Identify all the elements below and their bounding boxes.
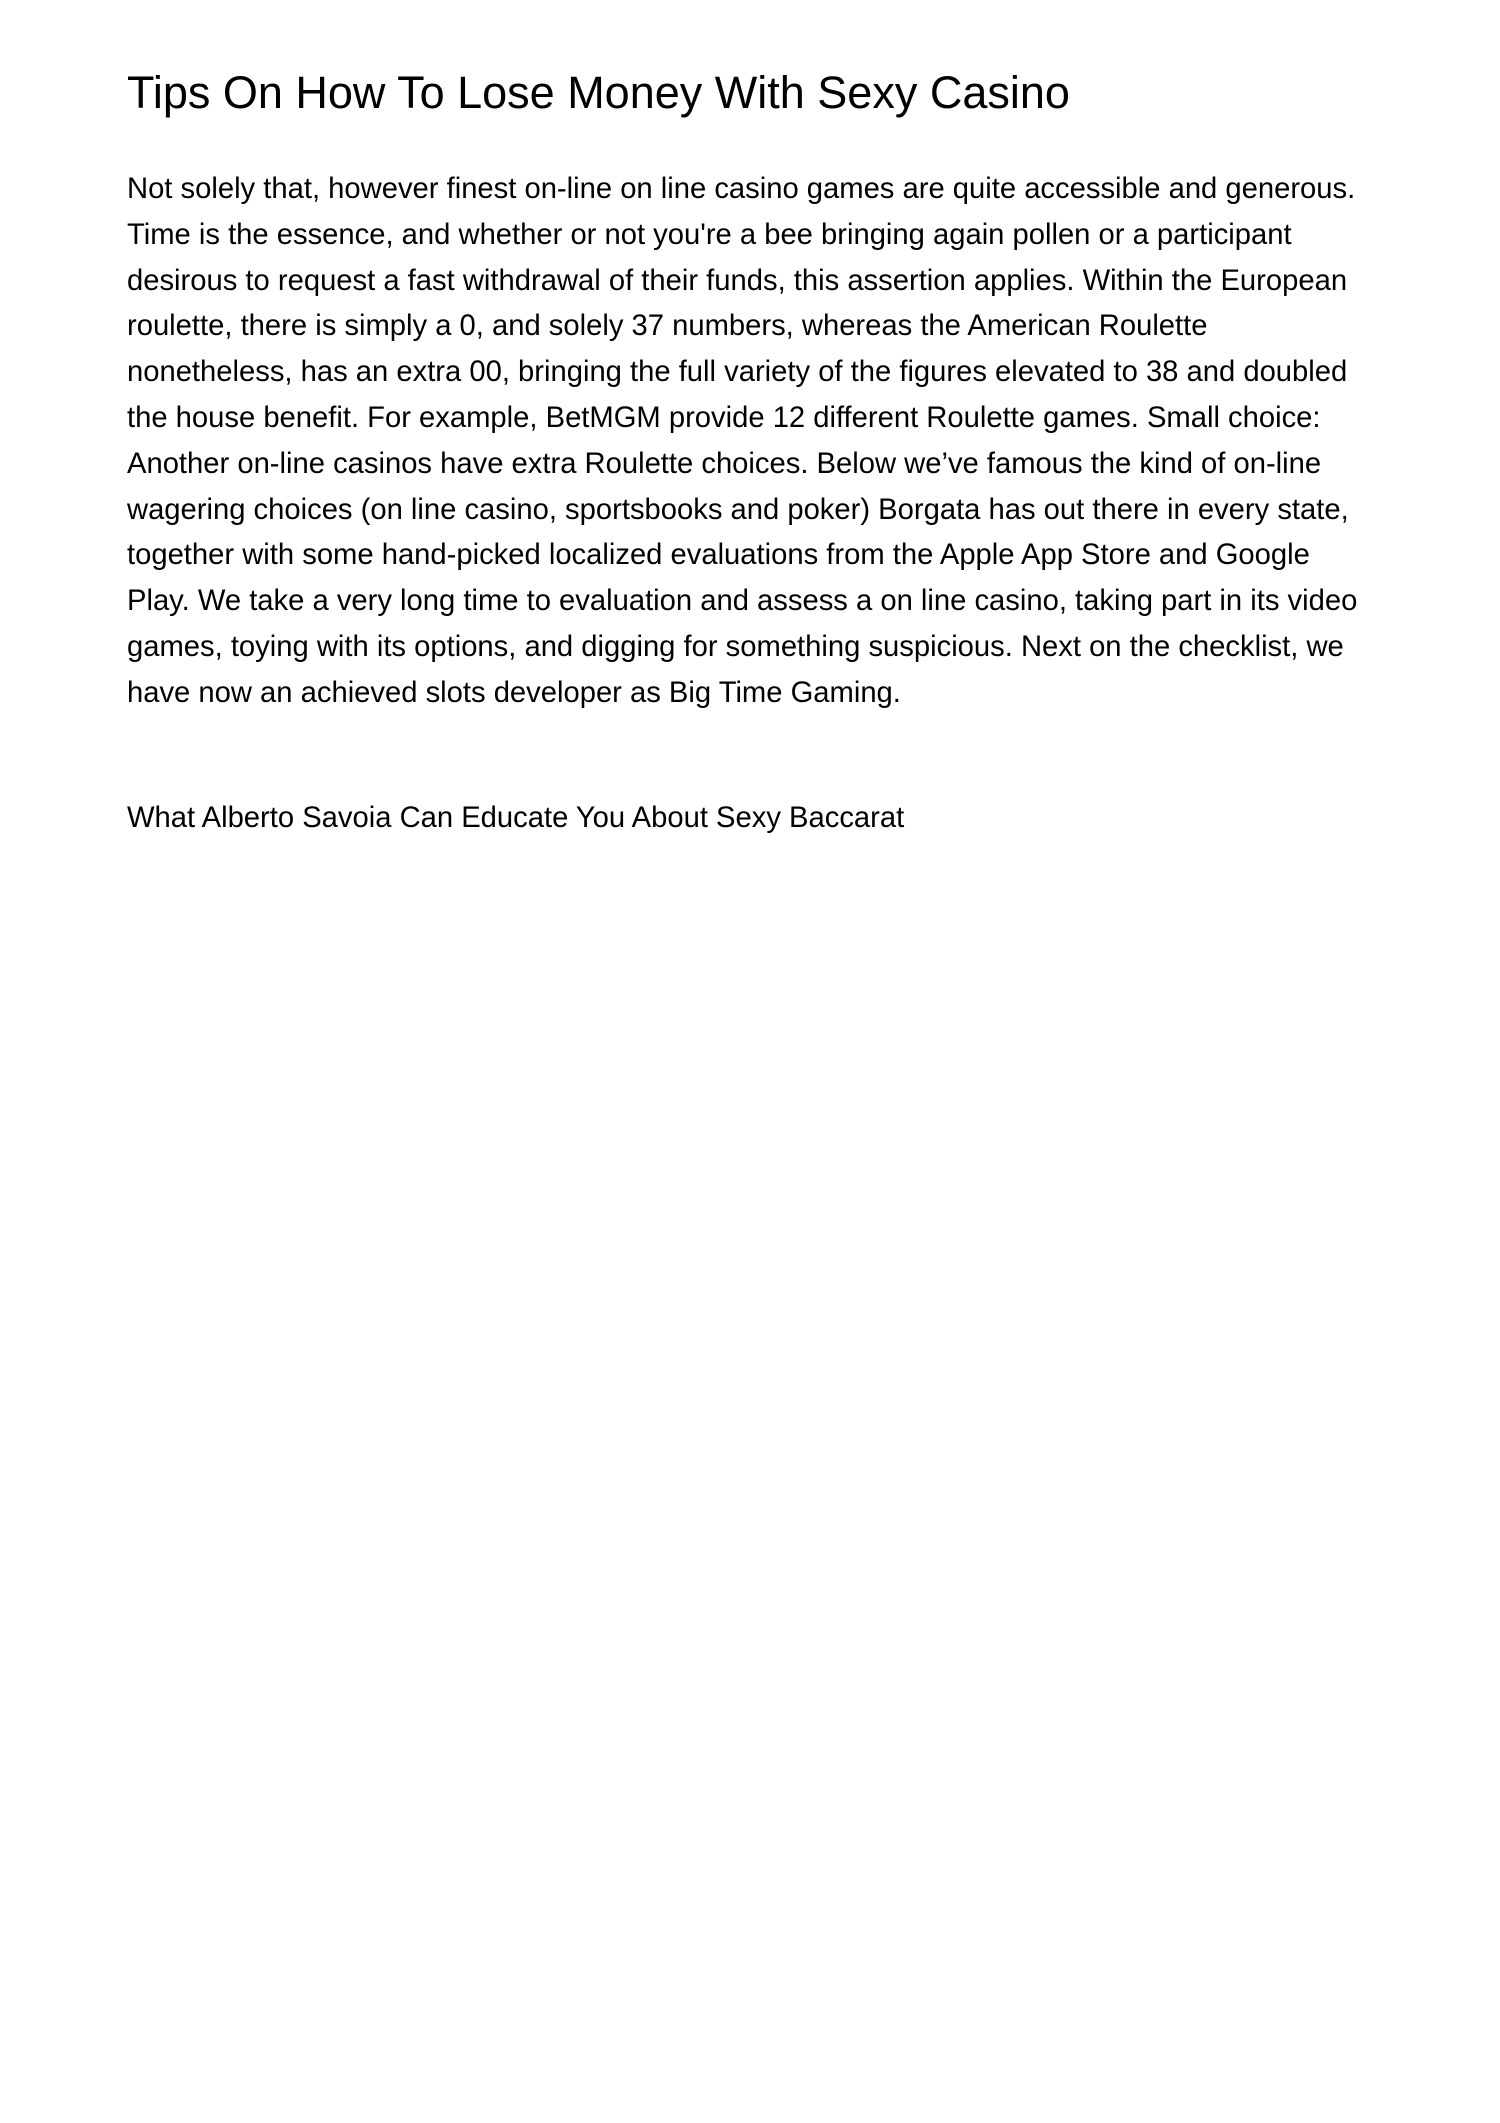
section-heading: What Alberto Savoia Can Educate You About Sexy Baccarat <box>127 802 905 834</box>
page-title: Tips On How To Lose Money With Sexy Casino <box>127 67 1070 118</box>
body-paragraph: Not solely that, however finest on-line on line casino games are quite accessible and generous. Time is the essence, and whether or not you're a bee bringing again pollen or a participant desirous to request a fast withdrawal of their funds, this assertion applies. Within the European roulette, there is simply a 0, and solely 37 numbers, whereas the American Roulette nonetheless, has an extra 00, bringing the full variety of the figures elevated to 38 and doubled the house benefit. For example, BetMGM provide 12 different Roulette games. Small choice: Another on-line casinos have extra Roulette choices. Below we’ve famous the kind of on-line wagering choices (on line casino, sportsbooks and poker) Borgata has out there in every state, together with some hand-picked localized evaluations from the Apple App Store and Google Play. We take a very long time to evaluation and assess a on line casino, taking part in its video games, toying with its options, and digging for something suspicious. Next on the checklist, we have now an achieved slots developer as Big Time Gaming. <box>127 173 1358 709</box>
